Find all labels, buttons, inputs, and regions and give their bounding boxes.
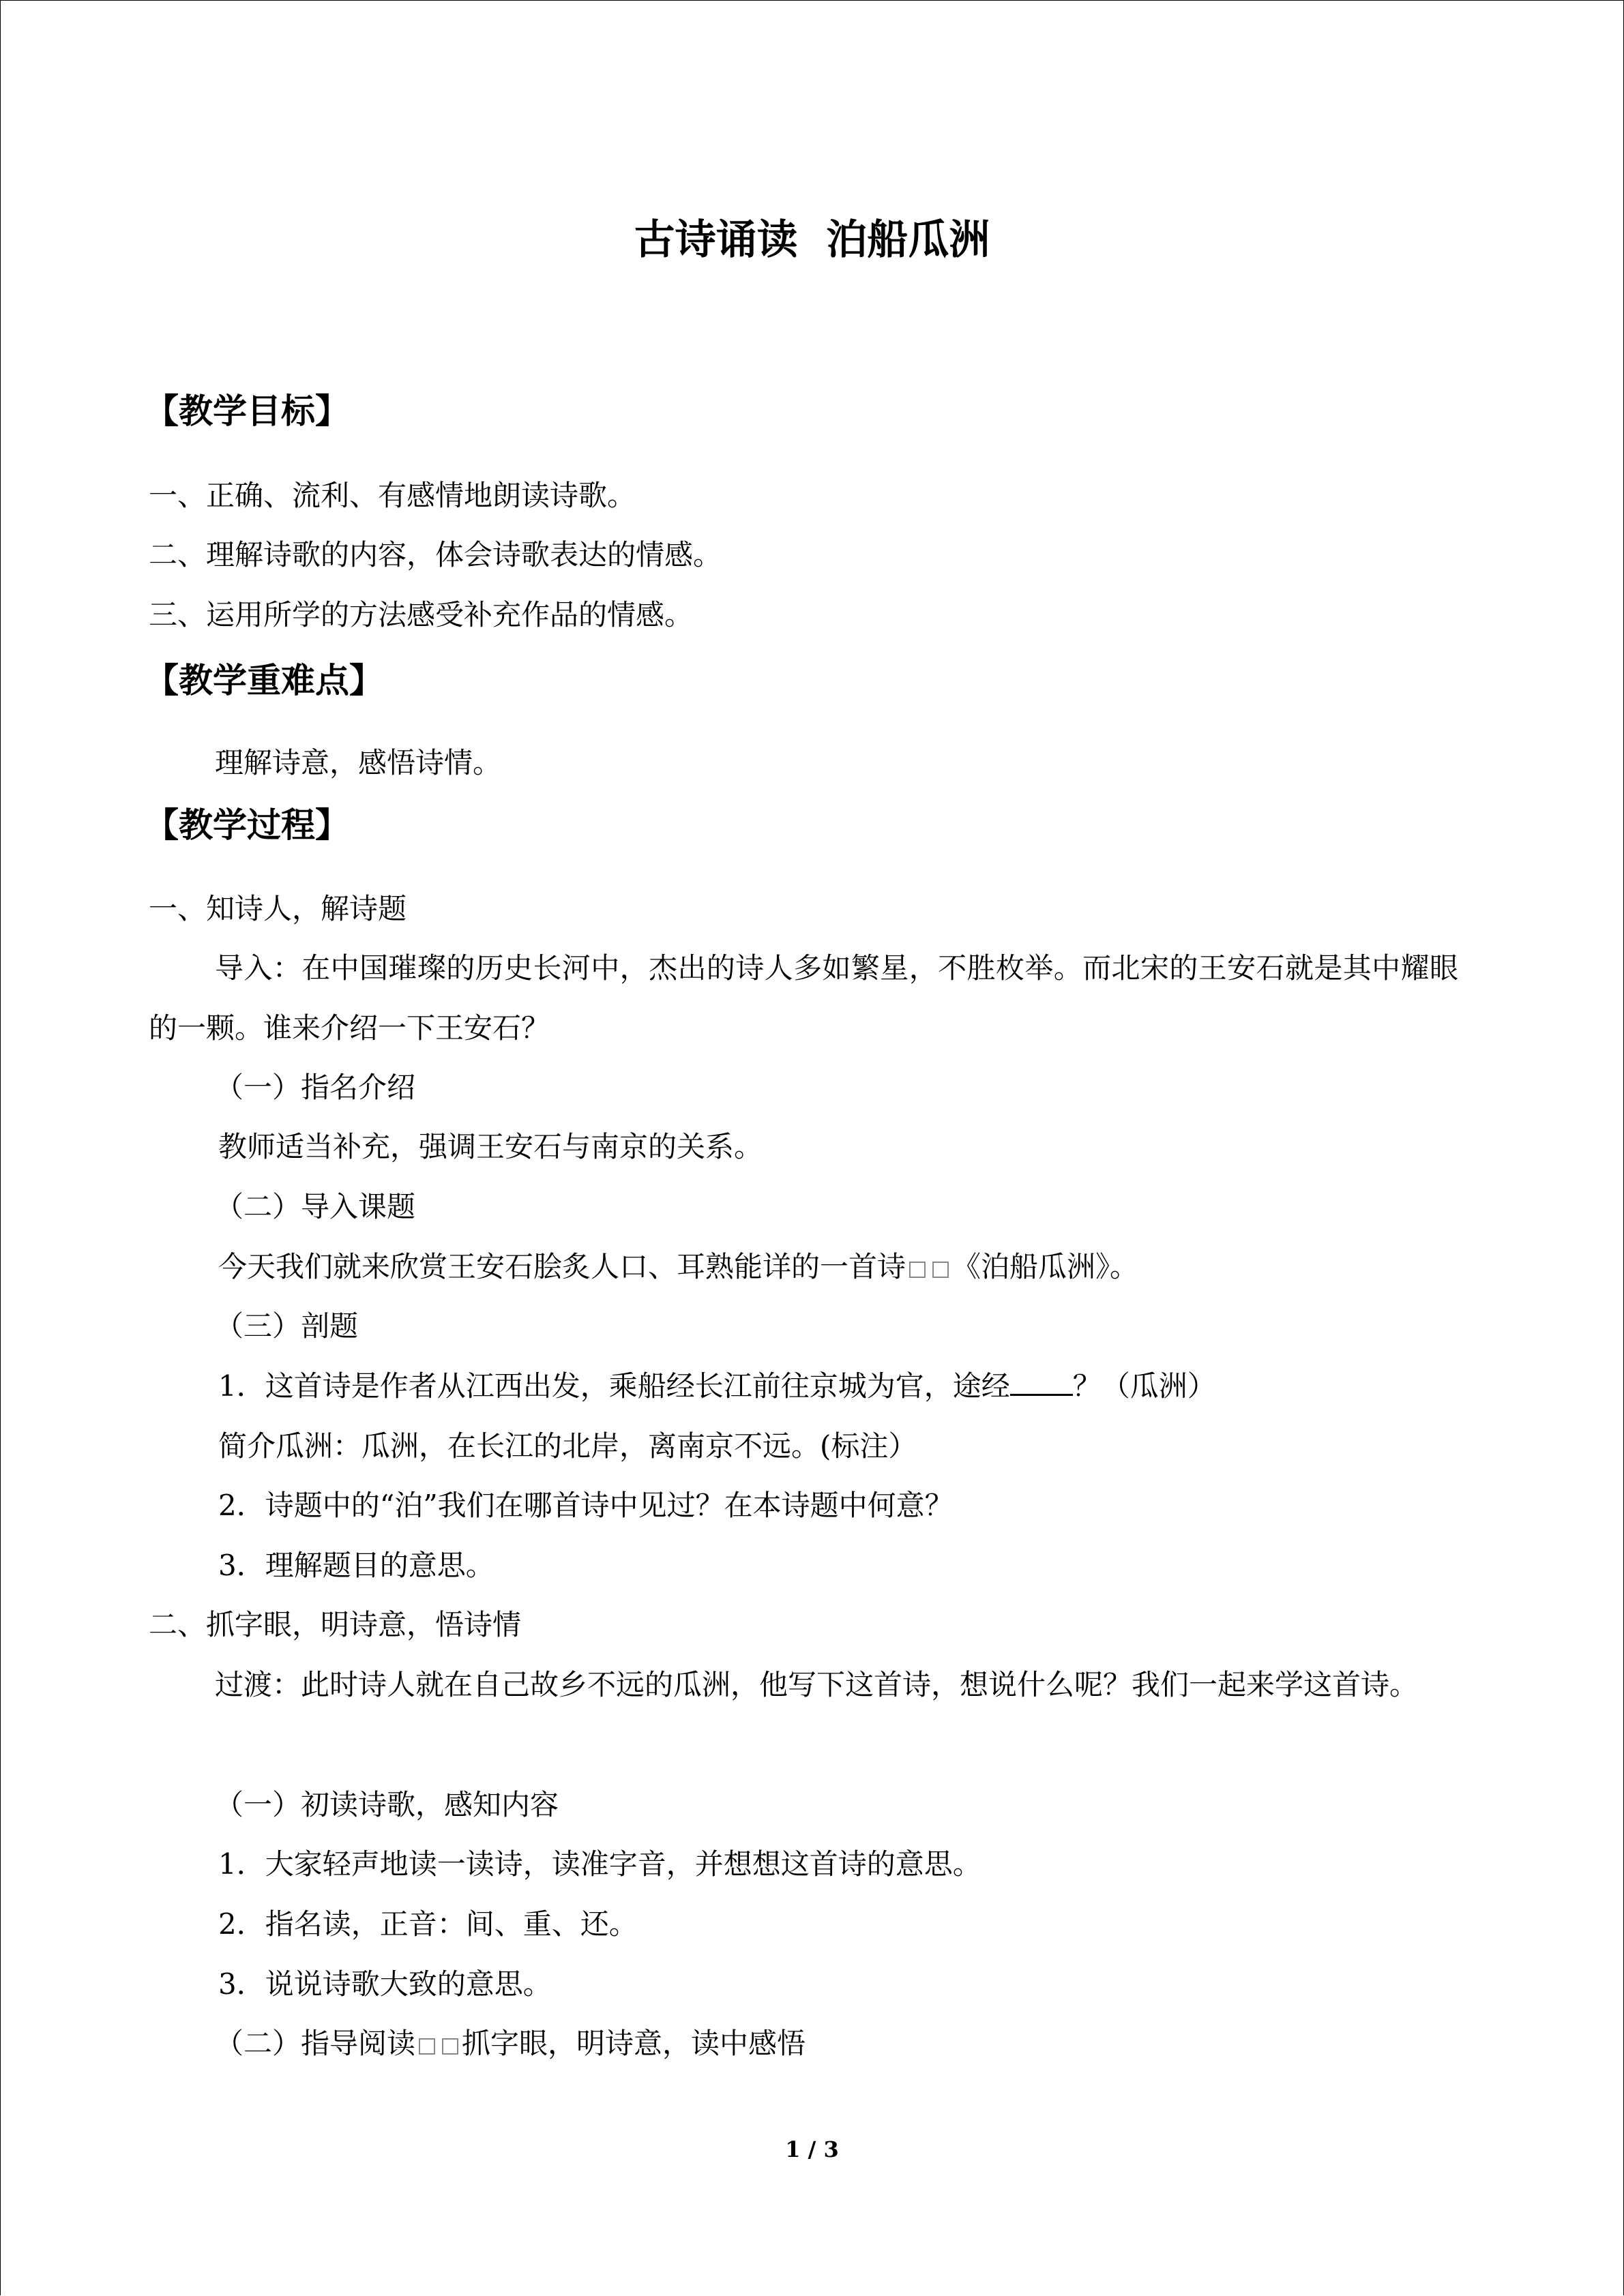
- part1-sub2-text-b: 《泊船瓜洲》。: [952, 1250, 1139, 1283]
- missing-glyph-box: [442, 2038, 458, 2055]
- missing-glyph-box: [419, 2038, 435, 2055]
- part1-sub3-title: （三）剖题: [215, 1309, 359, 1343]
- part1-question-1-note: 简介瓜洲：瓜洲，在长江的北岸，离南京不远。(标注）: [218, 1429, 917, 1463]
- part2-step-2: 2．指名读，正音：间、重、还。: [218, 1907, 638, 1941]
- part1-intro-paragraph: 导入：在中国璀璨的历史长河中，杰出的诗人多如繁星，不胜枚举。而北宋的王安石就是其中耀眼的一颗。谁来介绍一下王安石？: [149, 951, 1458, 1045]
- part2-sub2-title-a: （二）指导阅读: [215, 2027, 416, 2060]
- part2-title: 二、抓字眼，明诗意，悟诗情: [149, 1608, 522, 1641]
- goal-item-2: 二、理解诗歌的内容，体会诗歌表达的情感。: [149, 538, 722, 571]
- document-title: 古诗诵读 泊船瓜洲: [634, 216, 990, 264]
- missing-glyph-box: [932, 1262, 949, 1278]
- part1-sub2-text-a: 今天我们就来欣赏王安石脍炙人口、耳熟能详的一首诗: [218, 1250, 906, 1283]
- part2-sub2-title: [215, 2025, 806, 2063]
- part1-question-2: 2．诗题中的“泊”我们在哪首诗中见过？在本诗题中何意？: [218, 1489, 954, 1522]
- part2-step-1: 1．大家轻声地读一读诗，读准字音，并想想这首诗的意思。: [218, 1847, 981, 1881]
- part2-sub1-title: （一）初读诗歌，感知内容: [215, 1788, 559, 1821]
- part1-question-1-b: ？（瓜洲）: [1072, 1369, 1216, 1403]
- part2-transition-paragraph: 过渡：此时诗人就在自己故乡不远的瓜洲，他写下这首诗，想说什么呢？我们一起来学这首诗。: [215, 1668, 1419, 1701]
- missing-glyph-box: [909, 1262, 926, 1278]
- page-number: 1 / 3: [785, 2136, 839, 2162]
- part1-title: 一、知诗人，解诗题: [149, 892, 407, 925]
- goal-item-3: 三、运用所学的方法感受补充作品的情感。: [149, 598, 694, 631]
- key-points-heading: 【教学重难点】: [145, 661, 383, 700]
- goals-heading: 【教学目标】: [145, 391, 349, 431]
- goal-item-1: 一、正确、流利、有感情地朗读诗歌。: [149, 479, 636, 512]
- part1-sub1-title: （一）指名介绍: [215, 1071, 416, 1104]
- part1-sub2-text: [218, 1248, 1138, 1286]
- key-points-text: 理解诗意，感悟诗情。: [215, 746, 502, 779]
- part1-question-1-a: 1．这首诗是作者从江西出发，乘船经长江前往京城为官，途经: [218, 1369, 1010, 1403]
- part2-sub2-title-b: 抓字眼，明诗意，读中感悟: [462, 2027, 806, 2060]
- fill-in-blank: [1010, 1368, 1073, 1396]
- part1-question-1: [218, 1367, 1216, 1405]
- process-heading: 【教学过程】: [145, 805, 349, 845]
- part1-question-3: 3．理解题目的意思。: [218, 1549, 494, 1582]
- part2-step-3: 3．说说诗歌大致的意思。: [218, 1967, 552, 2001]
- part1-sub1-text: 教师适当补充，强调王安石与南京的关系。: [218, 1130, 763, 1163]
- part1-sub2-title: （二）导入课题: [215, 1190, 416, 1223]
